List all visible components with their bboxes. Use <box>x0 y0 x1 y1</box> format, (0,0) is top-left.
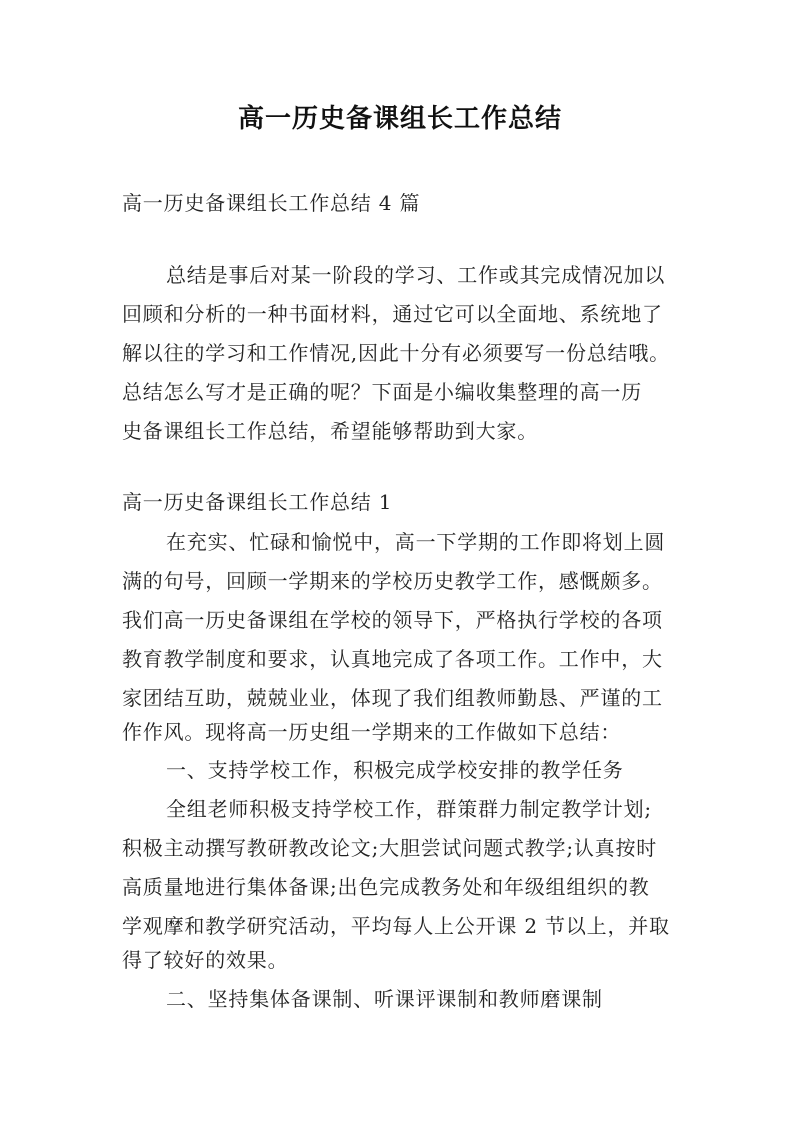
section-line: 在充实、忙碌和愉悦中，高一下学期的工作即将划上圆 <box>166 530 666 554</box>
point-line: 高质量地进行集体备课;出色完成教务处和年级组组织的教 <box>122 875 650 899</box>
intro-line: 解以往的学习和工作情况,因此十分有必须要写一份总结哦。 <box>122 341 670 365</box>
intro-line: 总结是事后对某一阶段的学习、工作或其完成情况加以 <box>166 263 666 287</box>
point-heading: 一、支持学校工作，积极完成学校安排的教学任务 <box>166 758 624 782</box>
section-line: 我们高一历史备课组在学校的领导下，严格执行学校的各项 <box>122 608 663 632</box>
point-line: 全组老师积极支持学校工作，群策群力制定教学计划; <box>166 797 652 821</box>
point-line: 学观摩和教学研究活动，平均每人上公开课 2 节以上，并取 <box>122 914 670 938</box>
point-line: 得了较好的效果。 <box>122 948 289 972</box>
section-line: 家团结互助，兢兢业业，体现了我们组教师勤恳、严谨的工 <box>122 686 663 710</box>
point-heading: 二、坚持集体备课制、听课评课制和教师磨课制 <box>166 987 603 1011</box>
document-subtitle: 高一历史备课组长工作总结 4 篇 <box>122 191 421 215</box>
section-line: 满的句号，回顾一学期来的学校历史教学工作，感慨颇多。 <box>122 569 663 593</box>
point-line: 积极主动撰写教研教改论文;大胆尝试问题式教学;认真按时 <box>122 836 658 860</box>
intro-line: 史备课组长工作总结，希望能够帮助到大家。 <box>122 419 538 443</box>
section-line: 作作风。现将高一历史组一学期来的工作做如下总结： <box>122 720 622 744</box>
intro-line: 回顾和分析的一种书面材料，通过它可以全面地、系统地了 <box>122 302 663 326</box>
intro-line: 总结怎么写才是正确的呢？下面是小编收集整理的高一历 <box>122 380 642 404</box>
section-line: 教育教学制度和要求，认真地完成了各项工作。工作中，大 <box>122 647 663 671</box>
document-title: 高一历史备课组长工作总结 <box>237 104 562 134</box>
section-heading: 高一历史备课组长工作总结 1 <box>122 490 393 514</box>
